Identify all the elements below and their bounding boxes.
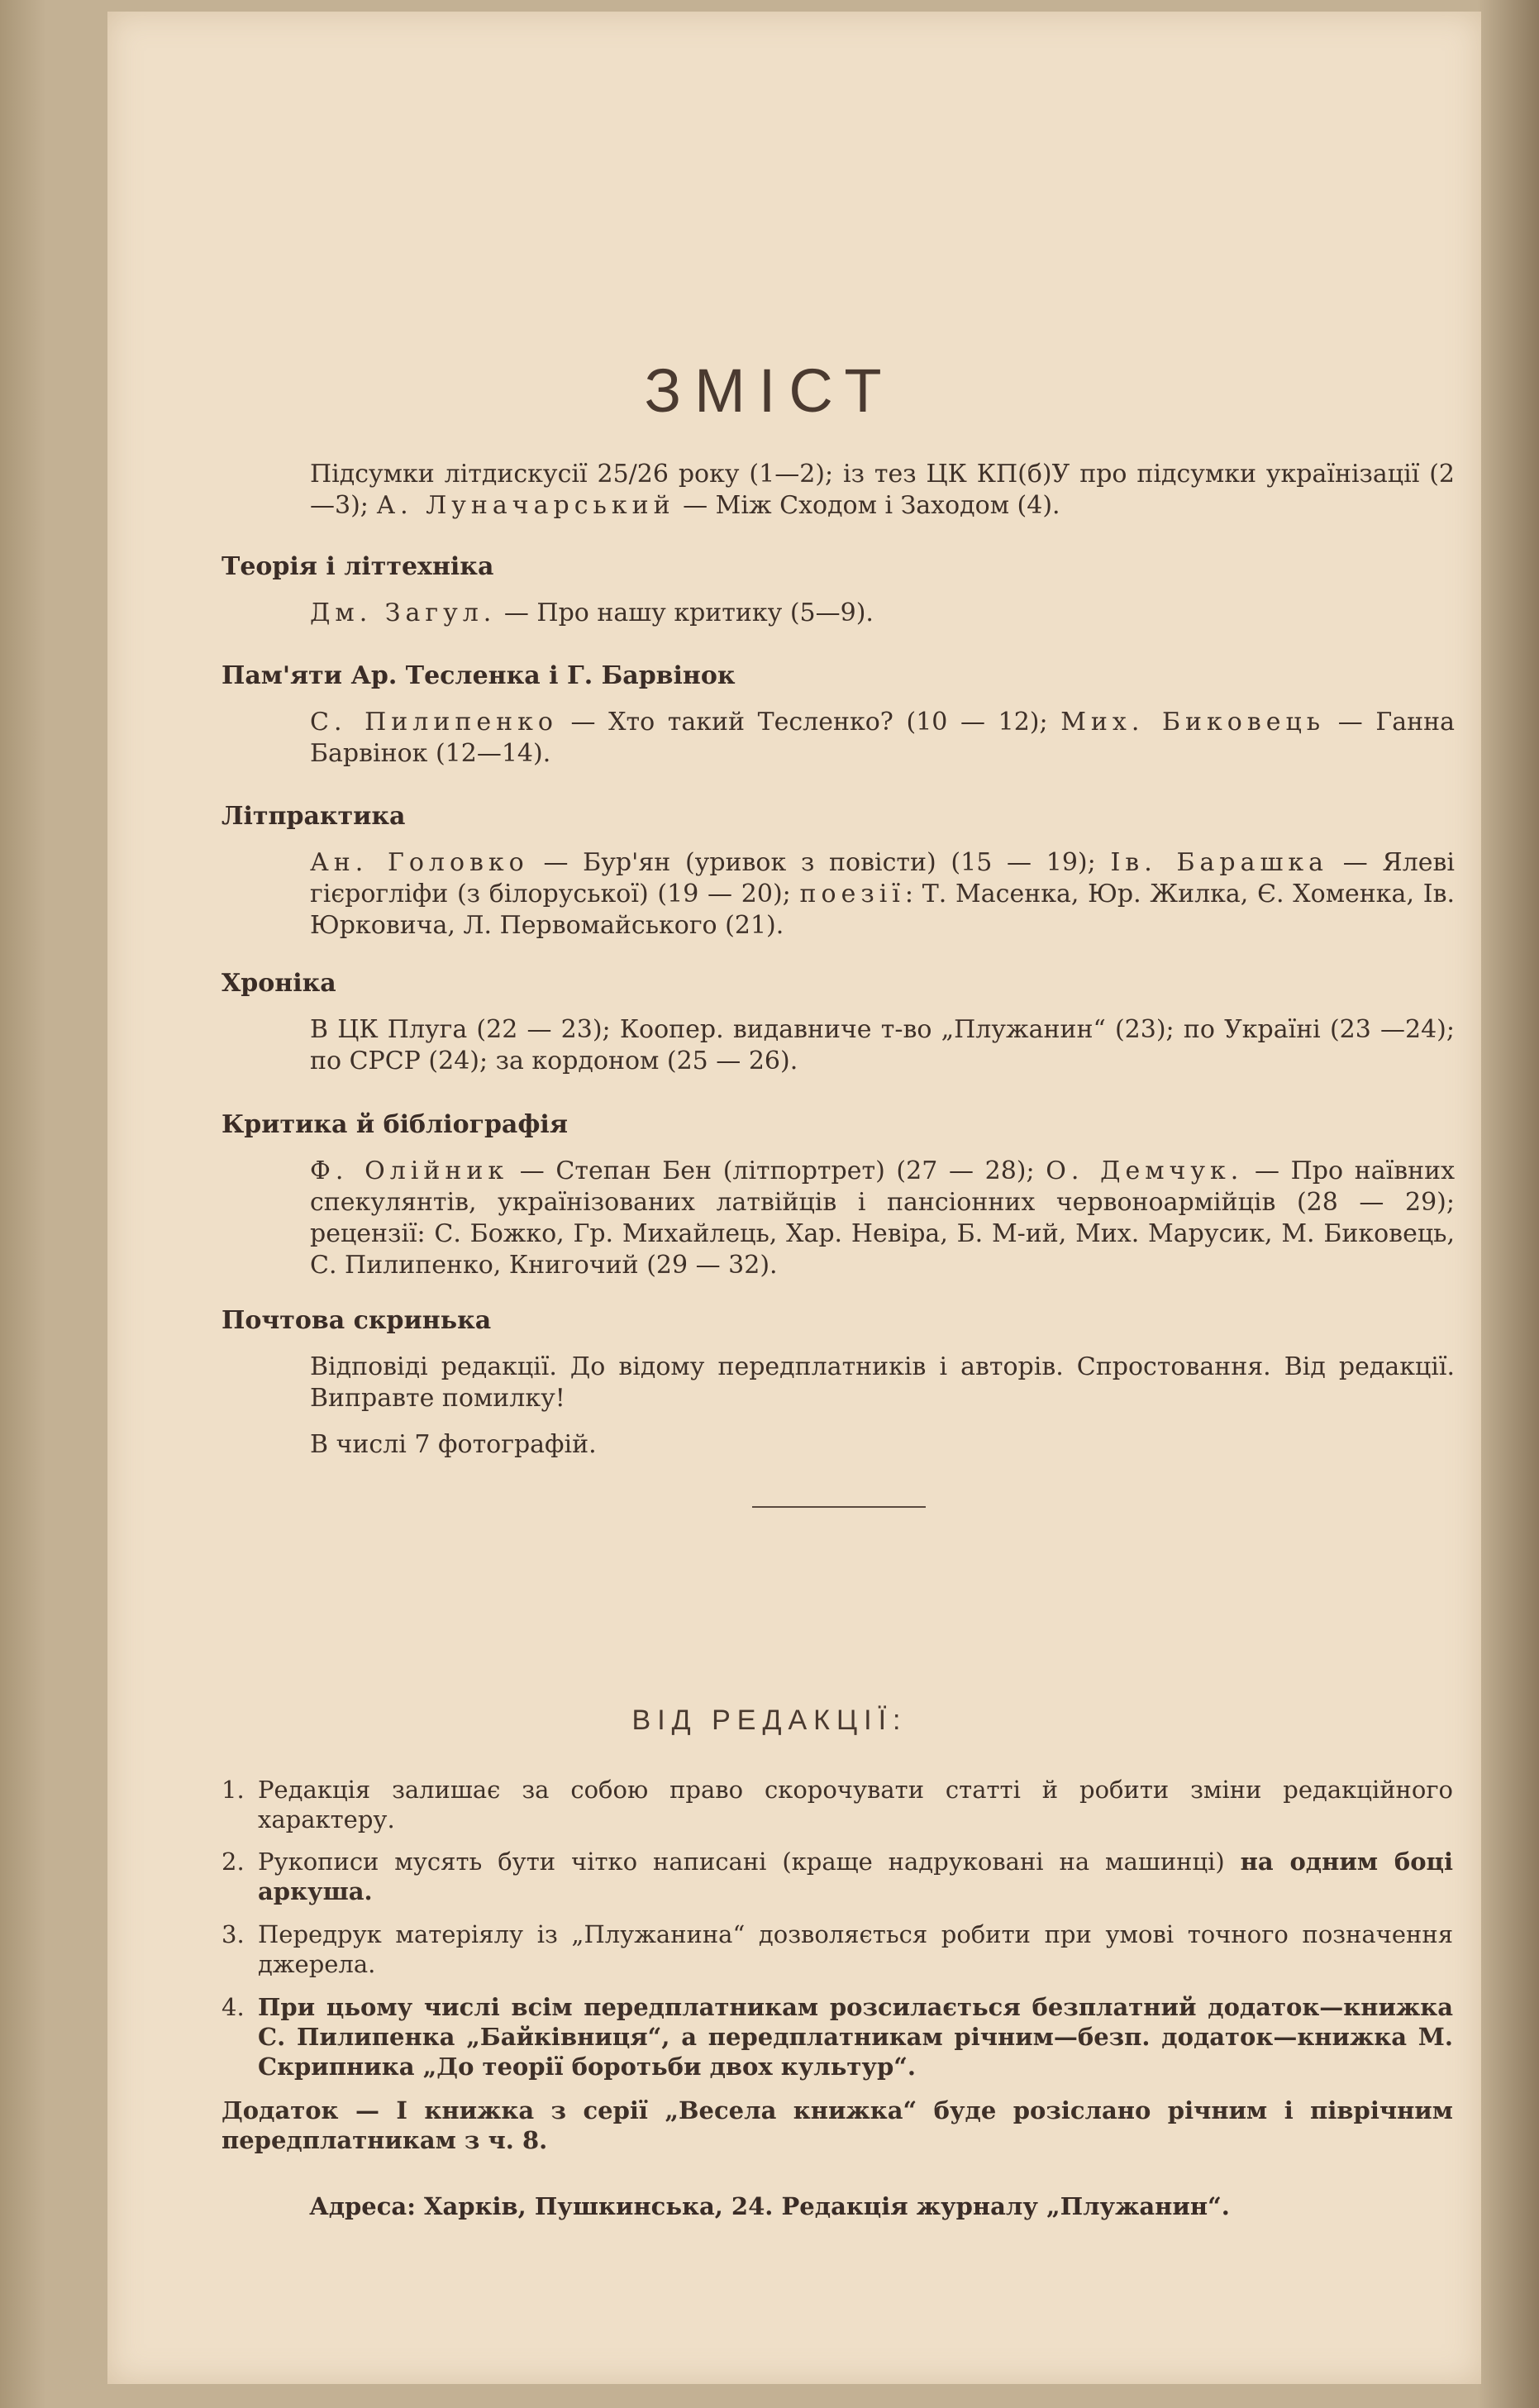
contents-intro — [310, 459, 1455, 522]
photo-count: В числі 7 фотографій. — [310, 1430, 597, 1459]
section-divider — [752, 1506, 926, 1508]
section-heading: Теорія і літтехніка — [222, 552, 494, 581]
section-heading: Критика й бібліографія — [222, 1110, 568, 1139]
note-body — [258, 1847, 1453, 1906]
note-bold-text: на одним боці аркуша. — [258, 1848, 1453, 1905]
supplement-text: — I книжка з серії „Весела книжка“ буде розіслано річним і піврічним передплатникам з ч. 8. — [222, 2096, 1453, 2154]
section-body — [310, 598, 1455, 629]
contents-section — [222, 552, 1461, 629]
entry-text: — Степан Бен (літпортрет) (27 — 28); — [508, 1156, 1046, 1185]
note-number: 1. — [222, 1776, 245, 1804]
entry-text: Відповіді редакції. До відому передплатників і авторів. Спростовання. Від редакції. Виправте помилку! — [310, 1352, 1455, 1413]
contents-section — [222, 969, 1461, 1077]
author-name: Ф. Олійник — [310, 1156, 509, 1185]
section-heading: Літпрактика — [222, 802, 406, 831]
section-body — [310, 1156, 1455, 1281]
notes-title: ВІД РЕДАКЦІЇ: — [631, 1705, 908, 1736]
note-text: Редакція залишає за собою право скорочувати статті й робити зміни редакційного характеру. — [258, 1776, 1453, 1833]
intro-text-1: Підсумки літдискусії 25/26 року (1—2); із тез ЦК КП(б)У про підсумки українізації (2—3); — [310, 460, 1455, 520]
section-body — [310, 847, 1455, 942]
note-number: 3. — [222, 1920, 245, 1948]
entry-text: — Хто такий Тесленко? (10 — 12); — [557, 708, 1061, 737]
editorial-address: Адреса: Харків, Пушкинська, 24. Редакція журналу „Плужанин“. — [309, 2192, 1230, 2220]
note-body — [258, 1775, 1453, 1834]
note-text: Передрук матеріялу із „Плужанина“ дозволяється робити при умові точного позначення джерела. — [258, 1920, 1453, 1978]
contents-section — [222, 1306, 1461, 1461]
author-name: О. Демчук. — [1046, 1156, 1244, 1185]
note-body — [258, 1919, 1453, 1979]
contents-section — [222, 661, 1461, 770]
entry-text: — Про наївних спекулянтів, українізованих латвійців і пансіонних червоноармійців (28 — 29); рецензії: С. Божко, Гр. Михайлець, Хар. Невіра, Б. М-ий, Мих. Марусик, М. Биковець, С. Пилипенко, Книгочий (29 — 32). — [310, 1156, 1456, 1280]
intro-text-2: — Між Сходом і Заходом (4). — [674, 491, 1060, 520]
supplement-label: Додаток — [222, 2096, 339, 2124]
supplement-note — [222, 2096, 1453, 2155]
contents-section — [222, 802, 1461, 942]
section-body — [310, 707, 1455, 770]
section-body — [310, 1352, 1455, 1414]
section-body — [310, 1014, 1455, 1077]
intro-author: А. Луначарський — [376, 491, 675, 520]
entry-text: — Ялеві гієрогліфи (з білоруської) (19 — 20); — [310, 848, 1455, 908]
note-number: 4. — [222, 1993, 245, 2021]
entry-text: В ЦК Плуга (22 — 23); Коопер. видавниче т-во „Плужанин“ (23); по Україні (23 —24); по СРСР (24); за кордоном (25 — 26). — [310, 1015, 1455, 1075]
author-name: Дм. Загул. — [310, 598, 497, 627]
author-name: поезії — [799, 880, 905, 908]
note-bold-text: При цьому числі всім передплатникам розсилається безплатний додаток—книжка С. Пилипенка „Байківниця“, а передплатникам річним—безп. додаток—книжка М. Скрипника „До теорії боротьби двох культур“. — [258, 1993, 1453, 2081]
note-text: Рукописи мусять бути чітко написані (краще надруковані на машинці) — [258, 1848, 1241, 1876]
note-number: 2. — [222, 1848, 245, 1876]
entry-text: — Ганна Барвінок (12—14). — [310, 708, 1456, 768]
section-heading: Хроніка — [222, 969, 336, 998]
editorial-note — [222, 1919, 1453, 1979]
entry-text: : Т. Масенка, Юр. Жилка, Є. Хоменка, Ів. Юрковича, Л. Первомайського (21). — [310, 880, 1456, 940]
author-name: С. Пилипенко — [310, 708, 558, 737]
entry-text: — Бур'ян (уривок з повісти) (15 — 19); — [528, 848, 1111, 877]
section-heading: Почтова скринька — [222, 1306, 492, 1335]
author-name: Ів. Барашка — [1110, 848, 1329, 877]
author-name: Ан. Головко — [310, 848, 529, 877]
page-title: ЗМІСТ — [644, 356, 895, 425]
contents-section — [222, 1110, 1461, 1281]
editorial-note — [222, 1992, 1453, 2081]
note-body — [258, 1992, 1453, 2081]
section-heading: Пам'яти Ар. Тесленка і Г. Барвінок — [222, 661, 736, 690]
entry-text: — Про нашу критику (5—9). — [496, 598, 874, 627]
editorial-note — [222, 1847, 1453, 1906]
author-name: Мих. Биковець — [1060, 708, 1326, 737]
editorial-note — [222, 1775, 1453, 1834]
